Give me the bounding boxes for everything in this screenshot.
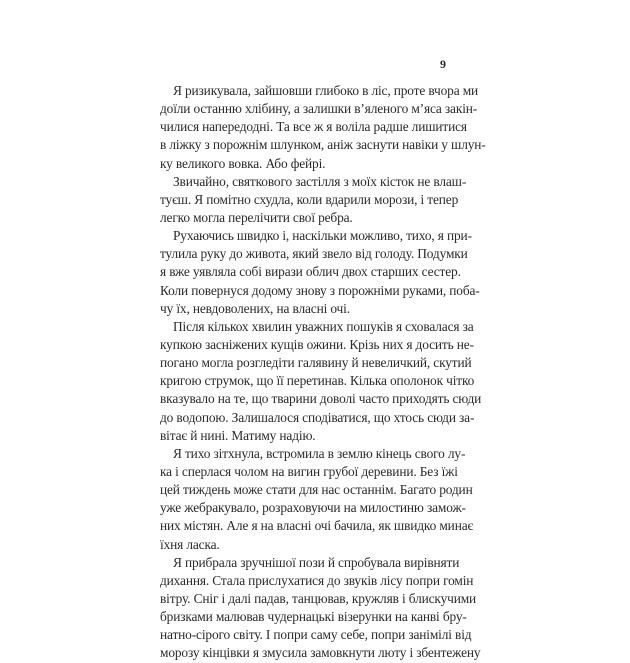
text-line: вітає й нині. Матиму надію.: [160, 427, 316, 443]
text-line: кригою струмок, що її перетинав. Кілька ополонок чітко: [160, 373, 475, 389]
text-line: морозу кінцівки я змусила замовкнути люту і збентежену: [160, 645, 481, 661]
text-line: легко могла перелічити свої ребра.: [160, 209, 353, 225]
text-line: тулила руку до живота, який звело від голоду. Подумки: [160, 246, 468, 262]
text-line: Рухаючись швидко і, наскільки можливо, тихо, я при-: [173, 228, 472, 244]
text-line: їхня ласка.: [160, 536, 220, 552]
body-text: [160, 82, 486, 663]
text-line: чу їх, невдоволених, на власні очі.: [160, 300, 350, 316]
text-line: дихання. Стала прислухатися до звуків лісу попри гомін: [160, 572, 474, 588]
text-line: ка і сперлася чолом на вигин грубої деревини. Без їжі: [160, 463, 458, 479]
paragraph: [160, 445, 474, 554]
text-line: доїли останню хлібину, а залишки в’яленого м’яса закін-: [160, 101, 478, 117]
text-line: в ліжку з порожнім шлунком, аніж заснути навіки у шлун-: [160, 137, 486, 153]
text-line: вказувало на те, що тварини доволі часто приходять сюди: [160, 391, 482, 407]
text-line: Я ризикувала, зайшовши глибоко в ліс, проте вчора ми: [173, 83, 479, 98]
text-line: бризками малював чудернацькі візерунки на канві бру-: [160, 609, 467, 625]
text-line: Звичайно, святкового застілля з моїх кісток не влаш-: [173, 173, 467, 189]
text-line: до водопою. Залишалося сподіватися, що хтось сюди за-: [160, 409, 475, 425]
paragraph: [160, 318, 482, 445]
text-line: Я тихо зітхнула, встромила в землю кінець свого лу-: [173, 445, 466, 461]
text-line: ку великого вовка. Або фейрі.: [160, 155, 326, 171]
text-line: вітру. Сніг і далі падав, танцював, кружляв і блискучими: [160, 590, 477, 606]
text-line: купкою засніжених кущів ожини. Крізь них я досить не-: [160, 336, 474, 352]
paragraph: [160, 554, 481, 663]
text-line: уже жебракувало, розраховуючи на милостиню замож-: [160, 500, 466, 516]
paragraph: [160, 82, 486, 173]
paragraph: [160, 227, 480, 318]
text-line: чилися напередодні. Та все ж я воліла радше лишитися: [160, 119, 467, 135]
text-line: них містян. Але я на власні очі бачила, як швидко минає: [160, 518, 474, 534]
paragraph: [160, 173, 467, 227]
text-line: Після кількох хвилин уважних пошуків я сховалася за: [173, 318, 474, 334]
text-line: Я прибрала зручнішої пози й спробувала вирівняти: [173, 554, 460, 570]
text-line: Коли повернуся додому знову з порожніми руками, поба-: [160, 282, 480, 298]
text-line: я вже уявляла собі вирази облич двох старших сестер.: [160, 264, 461, 280]
page-number: 9: [440, 57, 446, 71]
text-line: погано могла розгледіти галявину й невеличкий, скутий: [160, 355, 472, 371]
text-line: натно-сірого світу. І попри саму себе, попри занімілі від: [160, 627, 472, 643]
text-line: цей тиждень може стати для нас останнім. Багато родин: [160, 482, 473, 498]
text-line: туєш. Я помітно схудла, коли вдарили морози, і тепер: [160, 191, 459, 207]
